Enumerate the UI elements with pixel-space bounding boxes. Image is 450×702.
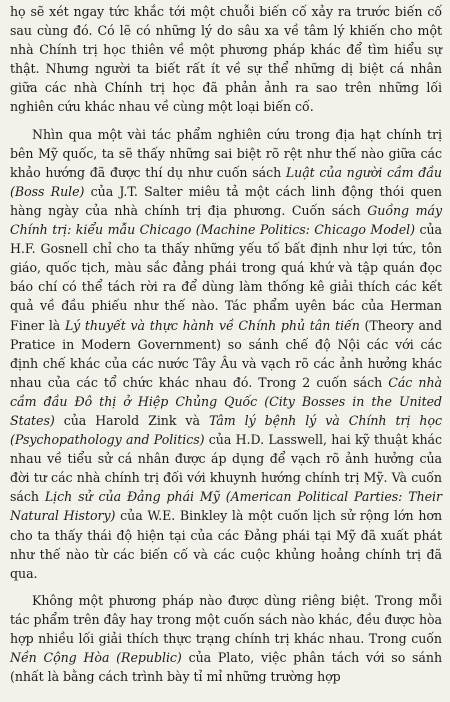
body-text: (Theory and Pratice in Modern Government) so sánh chế độ Nội các với các định chế khác của các nước Tây Âu và vạch rõ các ảnh hưởng khác nhau của các tổ chức khác nhau đó. Trong 2 cuốn sách [10, 317, 442, 390]
italic-title-text: Các nhà cầm đầu Đô thị ở Hiệp Chủng Quốc (City Bosses in the United States) [10, 374, 442, 428]
body-text: của Plato, việc phân tách với so sánh (nhất là bằng cách trình bày tỉ mỉ những trường hợp [10, 650, 443, 685]
italic-title-text: Nền Cộng Hòa (Republic) [10, 650, 182, 666]
body-text: của Harold Zink và [54, 412, 209, 428]
italic-title-text: Lịch sử của Đảng phái Mỹ (American Political Parties: Their Natural History) [10, 489, 443, 524]
body-text: của J.T. Salter miêu tả một cách linh động thói quen hàng ngày của nhà chính trị địa phương. Cuốn sách [10, 183, 442, 218]
body-text: của H.D. Lasswell, hai kỹ thuật khác nhau về tiểu sử cá nhân được áp dụng để vạch rõ ảnh hưởng của đời tư các nhà chính trị đối với khuynh hướng chính trị Mỹ. Và cuốn sách [10, 432, 442, 505]
italic-title-text: Guồng máy Chính trị: kiểu mẫu Chicago (Machine Politics: Chicago Model) [10, 202, 443, 238]
paragraph-us-political-studies [10, 125, 442, 583]
body-text: họ sẽ xét ngay tức khắc tới một chuỗi biến cố xảy ra trước biến cố sau cùng đó. Có lẽ có những lý do sâu xa về tâm lý khiến cho một nhà Chính trị học thiên về một phương pháp khác để tìm hiểu sự thật. Nhưng người ta biết rất ít về sự thể những dị biệt cá nhân giữa các nhà Chính trị học đã phản ảnh ra sao trên những lối nghiên cứu khác nhau về cùng một loại biến cố. [10, 4, 442, 115]
body-text: của W.E. Binkley là một cuốn lịch sử rộng lớn hơn cho ta thấy thái độ hiện tại của các Đảng phái tại Mỹ đã xuất phát như thế nào từ các biến cố và các cuộc khủng hoảng chính trị đã qua. [10, 508, 443, 581]
italic-title-text: Lý thuyết và thực hành về Chính phủ tân tiến [64, 317, 360, 333]
paragraph-combined-methods [10, 591, 442, 686]
italic-title-text: Tâm lý bệnh lý và Chính trị học (Psychopathology and Politics) [10, 412, 443, 448]
body-text: của H.F. Gosnell chỉ cho ta thấy những yếu tố bất định như lợi tức, tôn giáo, quốc tịch, màu sắc đảng phái trong quá khứ và tập quán đọc báo chí có thể tách rời ra để dùng làm thống kê giải thích các kết quả về đầu phiếu như thế nào. Tác phẩm uyên bác của Herman Finer là [10, 222, 442, 333]
body-text: Nhìn qua một vài tác phẩm nghiên cứu trong địa hạt chính trị bên Mỹ quốc, ta sẽ thấy những sai biệt rõ rệt như thế nào giữa các khảo hướng đã được thí dụ như cuốn sách [10, 126, 442, 180]
body-text: Không một phương pháp nào được dùng riêng biệt. Trong mỗi tác phẩm trên đây hay trong một cuốn sách nào khác, đều được hòa hợp nhiều lối giải thích thực trạng chính trị khác nhau. Trong cuốn [10, 592, 442, 646]
paragraph-continuation [10, 2, 442, 117]
italic-title-text: Luật của người cầm đầu (Boss Rule) [10, 164, 442, 199]
